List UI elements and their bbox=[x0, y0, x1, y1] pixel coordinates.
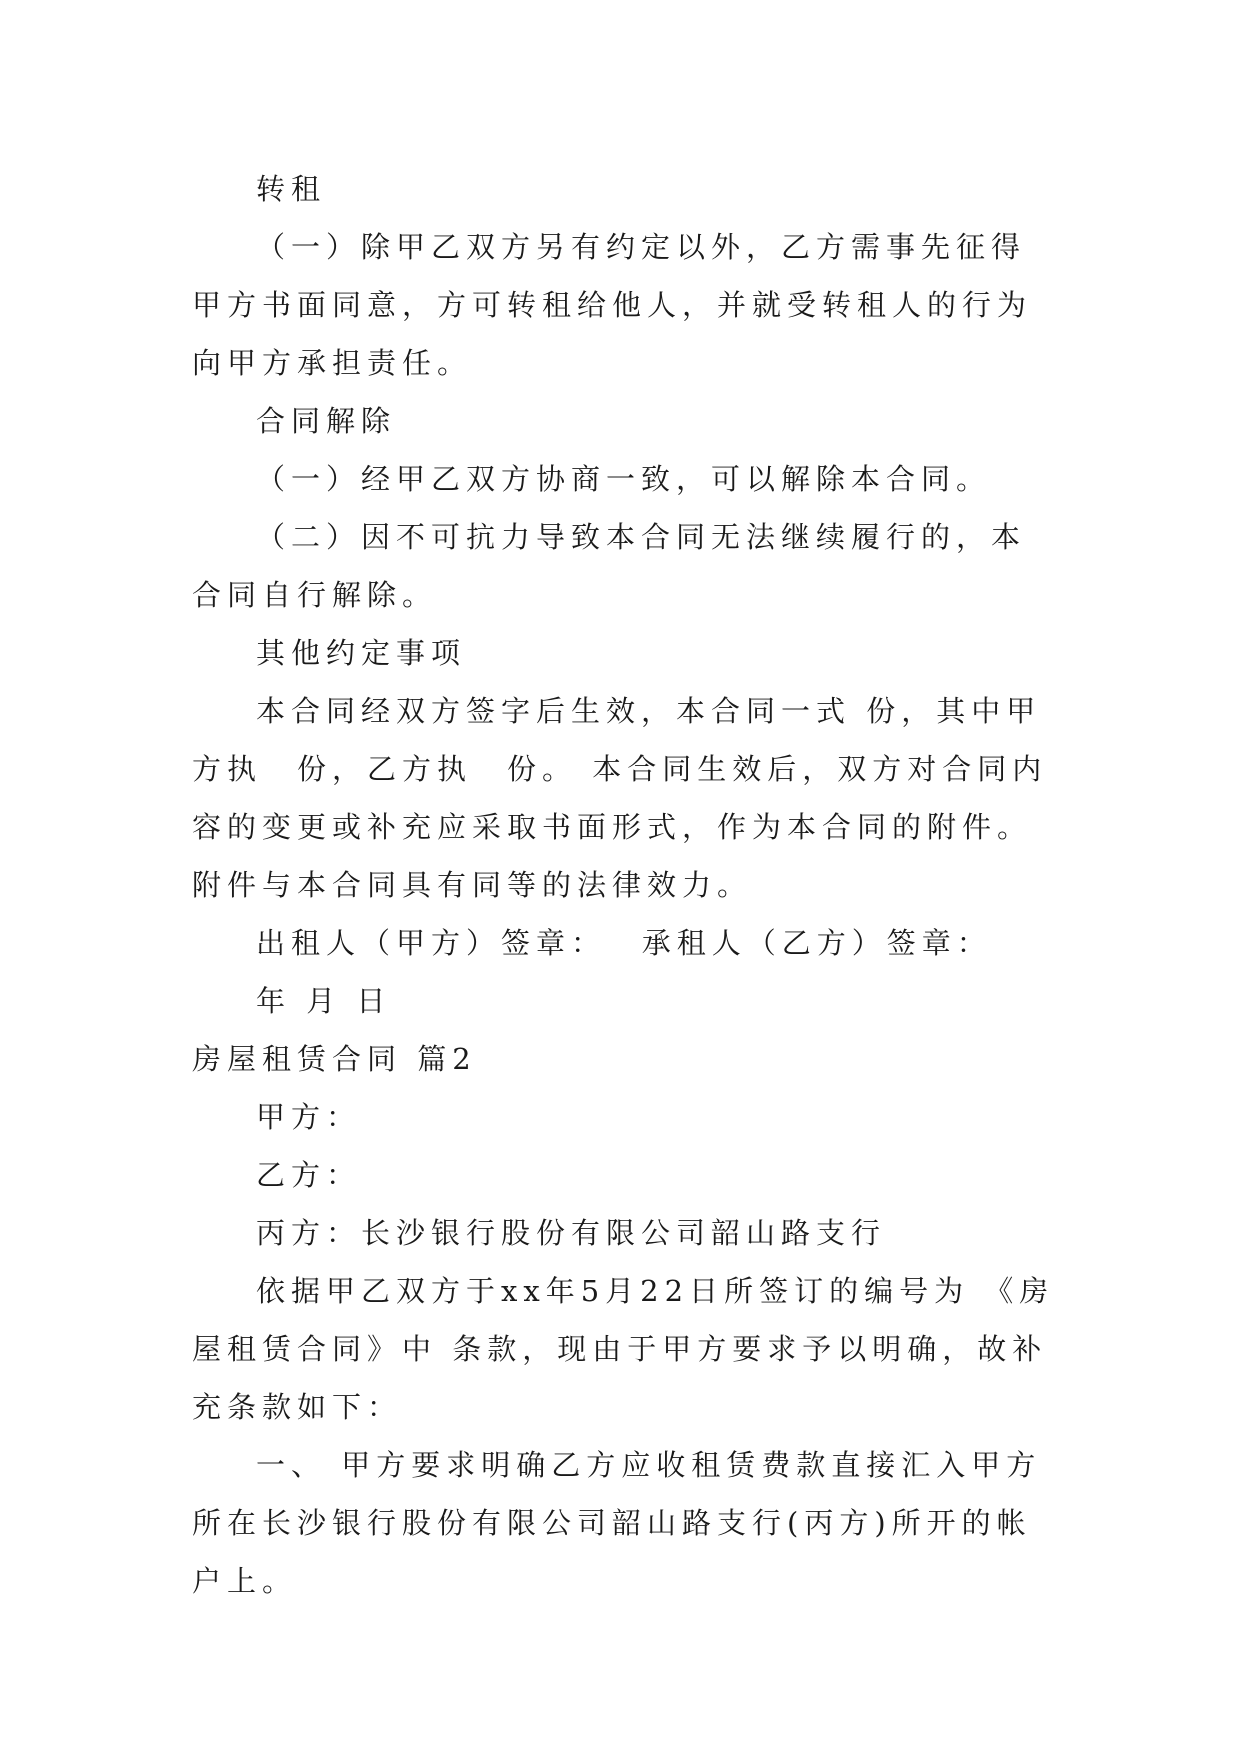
termination-clause-2: （二）因不可抗力导致本合同无法继续履行的，本合同自行解除。 bbox=[192, 520, 1027, 612]
party-c-line: 丙方：长沙银行股份有限公司韶山路支行 bbox=[256, 1216, 887, 1250]
termination-clause-1: （一）经甲乙双方协商一致，可以解除本合同。 bbox=[256, 462, 992, 496]
signature-line: 出租人（甲方）签章： 承租人（乙方）签章： bbox=[256, 926, 992, 960]
supplement-clause-1: 一、 甲方要求明确乙方应收租赁费款直接汇入甲方所在长沙银行股份有限公司韶山路支行(丙方)所开的帐户上。 bbox=[192, 1448, 1042, 1598]
document-body bbox=[192, 160, 1056, 1610]
contract-title-part-2: 房屋租赁合同 篇2 bbox=[192, 1042, 477, 1076]
party-b-line: 乙方： bbox=[256, 1158, 362, 1192]
heading-termination: 合同解除 bbox=[256, 404, 397, 438]
party-a-line: 甲方： bbox=[256, 1100, 362, 1134]
other-matters-clause: 本合同经双方签字后生效，本合同一式 份，其中甲方执 份，乙方执 份。 本合同生效后，双方对合同内容的变更或补充应采取书面形式，作为本合同的附件。附件与本合同具有同等的法律效力。 bbox=[192, 694, 1048, 902]
heading-other-matters: 其他约定事项 bbox=[256, 636, 467, 670]
basis-paragraph: 依据甲乙双方于xx年5月22日所签订的编号为 《房屋租赁合同》中 条款，现由于甲方要求予以明确，故补充条款如下： bbox=[192, 1274, 1055, 1424]
heading-sublease: 转租 bbox=[256, 172, 327, 206]
date-line: 年 月 日 bbox=[256, 984, 392, 1018]
sublease-clause-1: （一）除甲乙双方另有约定以外，乙方需事先征得甲方书面同意，方可转租给他人，并就受转租人的行为向甲方承担责任。 bbox=[192, 230, 1033, 380]
